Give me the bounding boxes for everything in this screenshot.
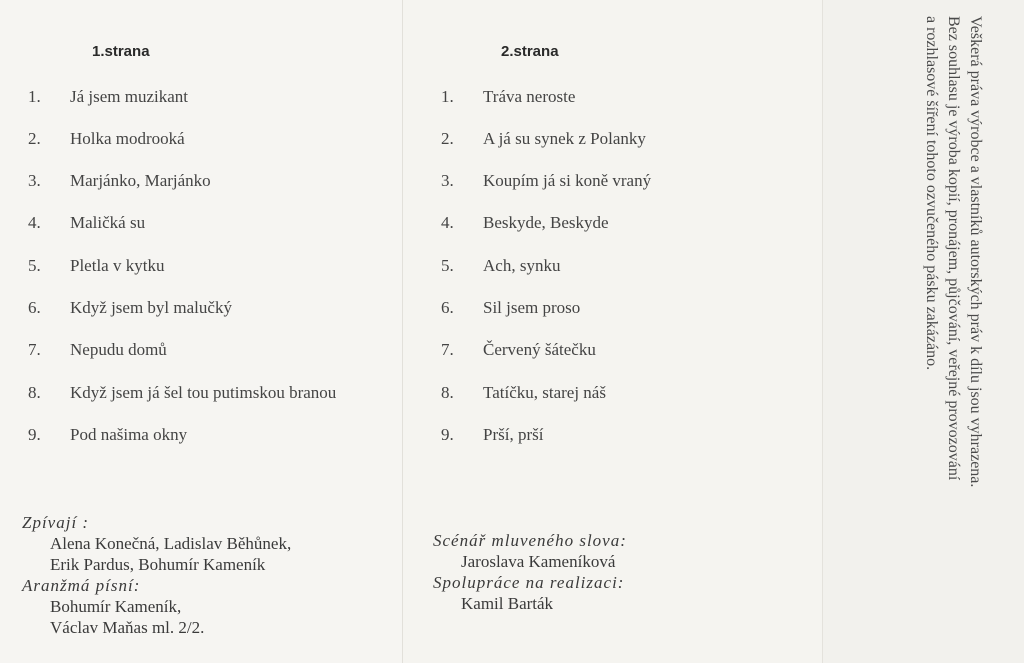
track-number: 3.	[28, 171, 41, 190]
track-title: Červený šátečku	[483, 340, 596, 359]
track-number: 9.	[28, 425, 41, 444]
track-title: A já su synek z Polanky	[483, 129, 646, 148]
performers-credits	[22, 512, 291, 638]
arrangement-label: Aranžmá písní:	[22, 576, 141, 595]
track-number: 8.	[441, 383, 454, 402]
singers-names-line: Alena Konečná, Ladislav Běhůnek,	[50, 534, 292, 553]
side-one-heading: 1.strana	[92, 43, 150, 60]
track-number: 6.	[28, 298, 41, 317]
track-title: Pod našima okny	[70, 425, 188, 444]
track-number: 7.	[28, 340, 41, 359]
track-title: Když jsem já šel tou putimskou branou	[70, 383, 337, 402]
side-two-panel	[402, 0, 823, 663]
track-title: Ach, synku	[483, 256, 561, 275]
track-title: Pletla v kytku	[70, 256, 165, 275]
track-number: 8.	[28, 383, 41, 402]
track-number: 6.	[441, 298, 454, 317]
track-title: Nepudu domů	[70, 340, 167, 359]
track-title: Sil jsem proso	[483, 298, 581, 317]
track-title: Beskyde, Beskyde	[483, 213, 609, 232]
script-label: Scénář mluveného slova:	[433, 531, 627, 550]
copyright-line: a rozhlasové šíření tohoto ozvučeného pásku zakázáno.	[923, 16, 940, 371]
track-title: Koupím já si koně vraný	[483, 171, 652, 190]
side-one-panel	[0, 0, 402, 663]
singers-names-line: Erik Pardus, Bohumír Kameník	[50, 555, 266, 574]
track-title: Když jsem byl malučký	[70, 298, 232, 317]
script-author: Jaroslava Kameníková	[461, 552, 616, 571]
track-number: 1.	[441, 87, 454, 106]
singers-label: Zpívají :	[22, 513, 90, 532]
track-number: 4.	[28, 213, 41, 232]
track-title: Prší, prší	[483, 425, 544, 444]
track-title: Holka modrooká	[70, 129, 185, 148]
track-number: 5.	[441, 256, 454, 275]
copyright-line: Veškerá práva výrobce a vlastníků autorských práv k dílu jsou vyhrazena.	[967, 16, 984, 488]
arrangement-names-line: Bohumír Kameník,	[50, 597, 182, 616]
production-credits	[433, 530, 627, 614]
track-number: 2.	[441, 129, 454, 148]
track-title: Maličká su	[70, 213, 146, 232]
track-title: Já jsem muzikant	[70, 87, 189, 106]
cooperation-name: Kamil Barták	[461, 594, 554, 613]
track-number: 2.	[28, 129, 41, 148]
track-number: 4.	[441, 213, 454, 232]
track-title: Tráva neroste	[483, 87, 576, 106]
track-number: 5.	[28, 256, 41, 275]
side-two-heading: 2.strana	[501, 43, 559, 60]
track-number: 7.	[441, 340, 454, 359]
track-number: 1.	[28, 87, 41, 106]
copyright-notice	[906, 16, 986, 656]
cooperation-label: Spolupráce na realizaci:	[433, 573, 625, 592]
copyright-line: Bez souhlasu je výroba kopií, pronájem, půjčování, veřejné provozování	[945, 16, 962, 481]
track-number: 9.	[441, 425, 454, 444]
track-title: Marjánko, Marjánko	[70, 171, 211, 190]
track-number: 3.	[441, 171, 454, 190]
arrangement-names-line: Václav Maňas ml. 2/2.	[50, 618, 205, 637]
track-title: Tatíčku, starej náš	[483, 383, 606, 402]
